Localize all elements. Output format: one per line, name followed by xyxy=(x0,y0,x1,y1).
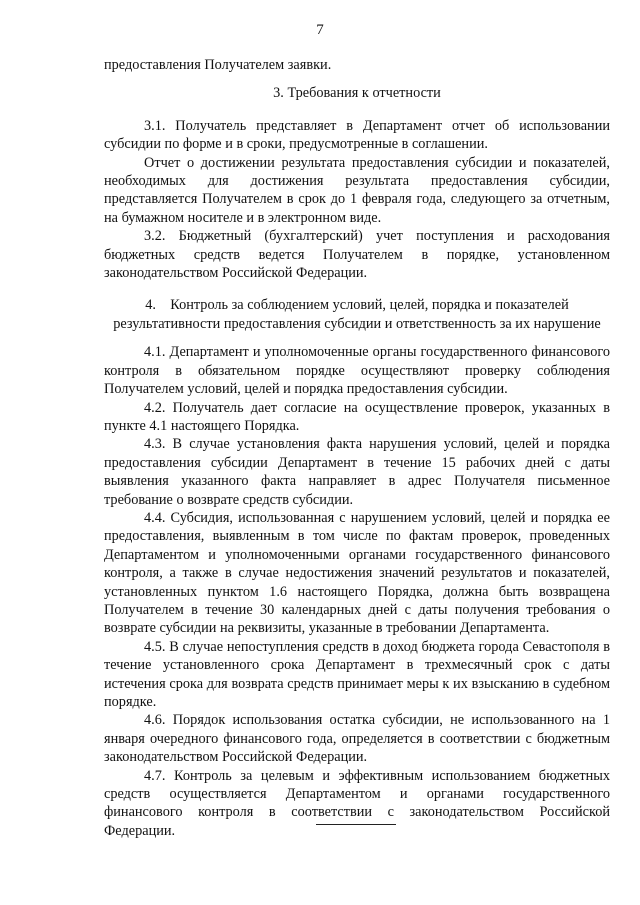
lead-paragraph: предоставления Получателем заявки. xyxy=(104,57,332,73)
paragraph-3-1: 3.1. Получатель представляет в Департамент отчет об использовании субсидии по форме и в сроки, предусмотренные в соглашении. xyxy=(104,117,610,153)
paragraph-4-3: 4.3. В случае установления факта нарушения условий, целей и порядка предоставления субсидии Департамент в течение 15 рабочих дней с даты выявления указанного факта направляет в адрес Получателя письменное требование о возврате средств субсидии. xyxy=(104,436,610,508)
paragraph-3-2: 3.2. Бюджетный (бухгалтерский) учет поступления и расходования бюджетных средств ведется Получателем в порядке, установленном законодательством Российской Федерации. xyxy=(104,228,610,282)
paragraph-3-1-report: Отчет о достижении результата предоставления субсидии и показателей, необходимых для достижения результата предоставления субсидии, представляется Получателем в срок до 1 февраля года, следующего за отчетным, на бумажном носителе и в электронном виде. xyxy=(104,154,610,226)
paragraph-4-4: 4.4. Субсидия, использованная с нарушением условий, целей и порядка ее предоставления, выявленным в том числе по фактам проверок, проведенных Департаментом и уполномоченными органами государственного финансового контроля, а также в случае недостижения значений результатов и показателей, установленных пунктом 1.6 настоящего Порядка, должна быть возвращена Получателем в течение 30 календарных дней с даты получения требования о возврате субсидии на реквизиты, указанные в требовании Департамента. xyxy=(104,509,610,637)
paragraph-4-7: 4.7. Контроль за целевым и эффективным использованием бюджетных средств осуществляется Департаментом и органами государственного финансового контроля в соответствии с законодательством Российской Федерации. xyxy=(104,767,610,839)
section-4-title-line-2: результативности предоставления субсидии и ответственность за их нарушение xyxy=(113,315,601,332)
document-body xyxy=(104,56,610,840)
end-separator-line xyxy=(316,824,396,825)
paragraph-4-6: 4.6. Порядок использования остатка субсидии, не использованного на 1 января очередного финансового года, определяется в соответствии с бюджетным законодательством Российской Федерации. xyxy=(104,712,610,766)
paragraph-4-1: 4.1. Департамент и уполномоченные органы государственного финансового контроля в обязательном порядке осуществляют проверку соблюдения Получателем условий, целей и порядка предоставления субсидии. xyxy=(104,344,610,398)
section-3-title: 3. Требования к отчетности xyxy=(273,85,441,102)
paragraph-4-2: 4.2. Получатель дает согласие на осуществление проверок, указанных в пункте 4.1 настоящего Порядка. xyxy=(104,399,610,434)
paragraph-4-5: 4.5. В случае непоступления средств в доход бюджета города Севастополя в течение установленного срока Департамент в трехмесячный срок с даты истечения срока для возврата средств принимает меры к их взысканию в судебном порядке. xyxy=(104,638,610,710)
page-number: 7 xyxy=(316,22,324,38)
section-4-title-line-1: 4. Контроль за соблюдением условий, целей, порядка и показателей xyxy=(145,297,569,314)
